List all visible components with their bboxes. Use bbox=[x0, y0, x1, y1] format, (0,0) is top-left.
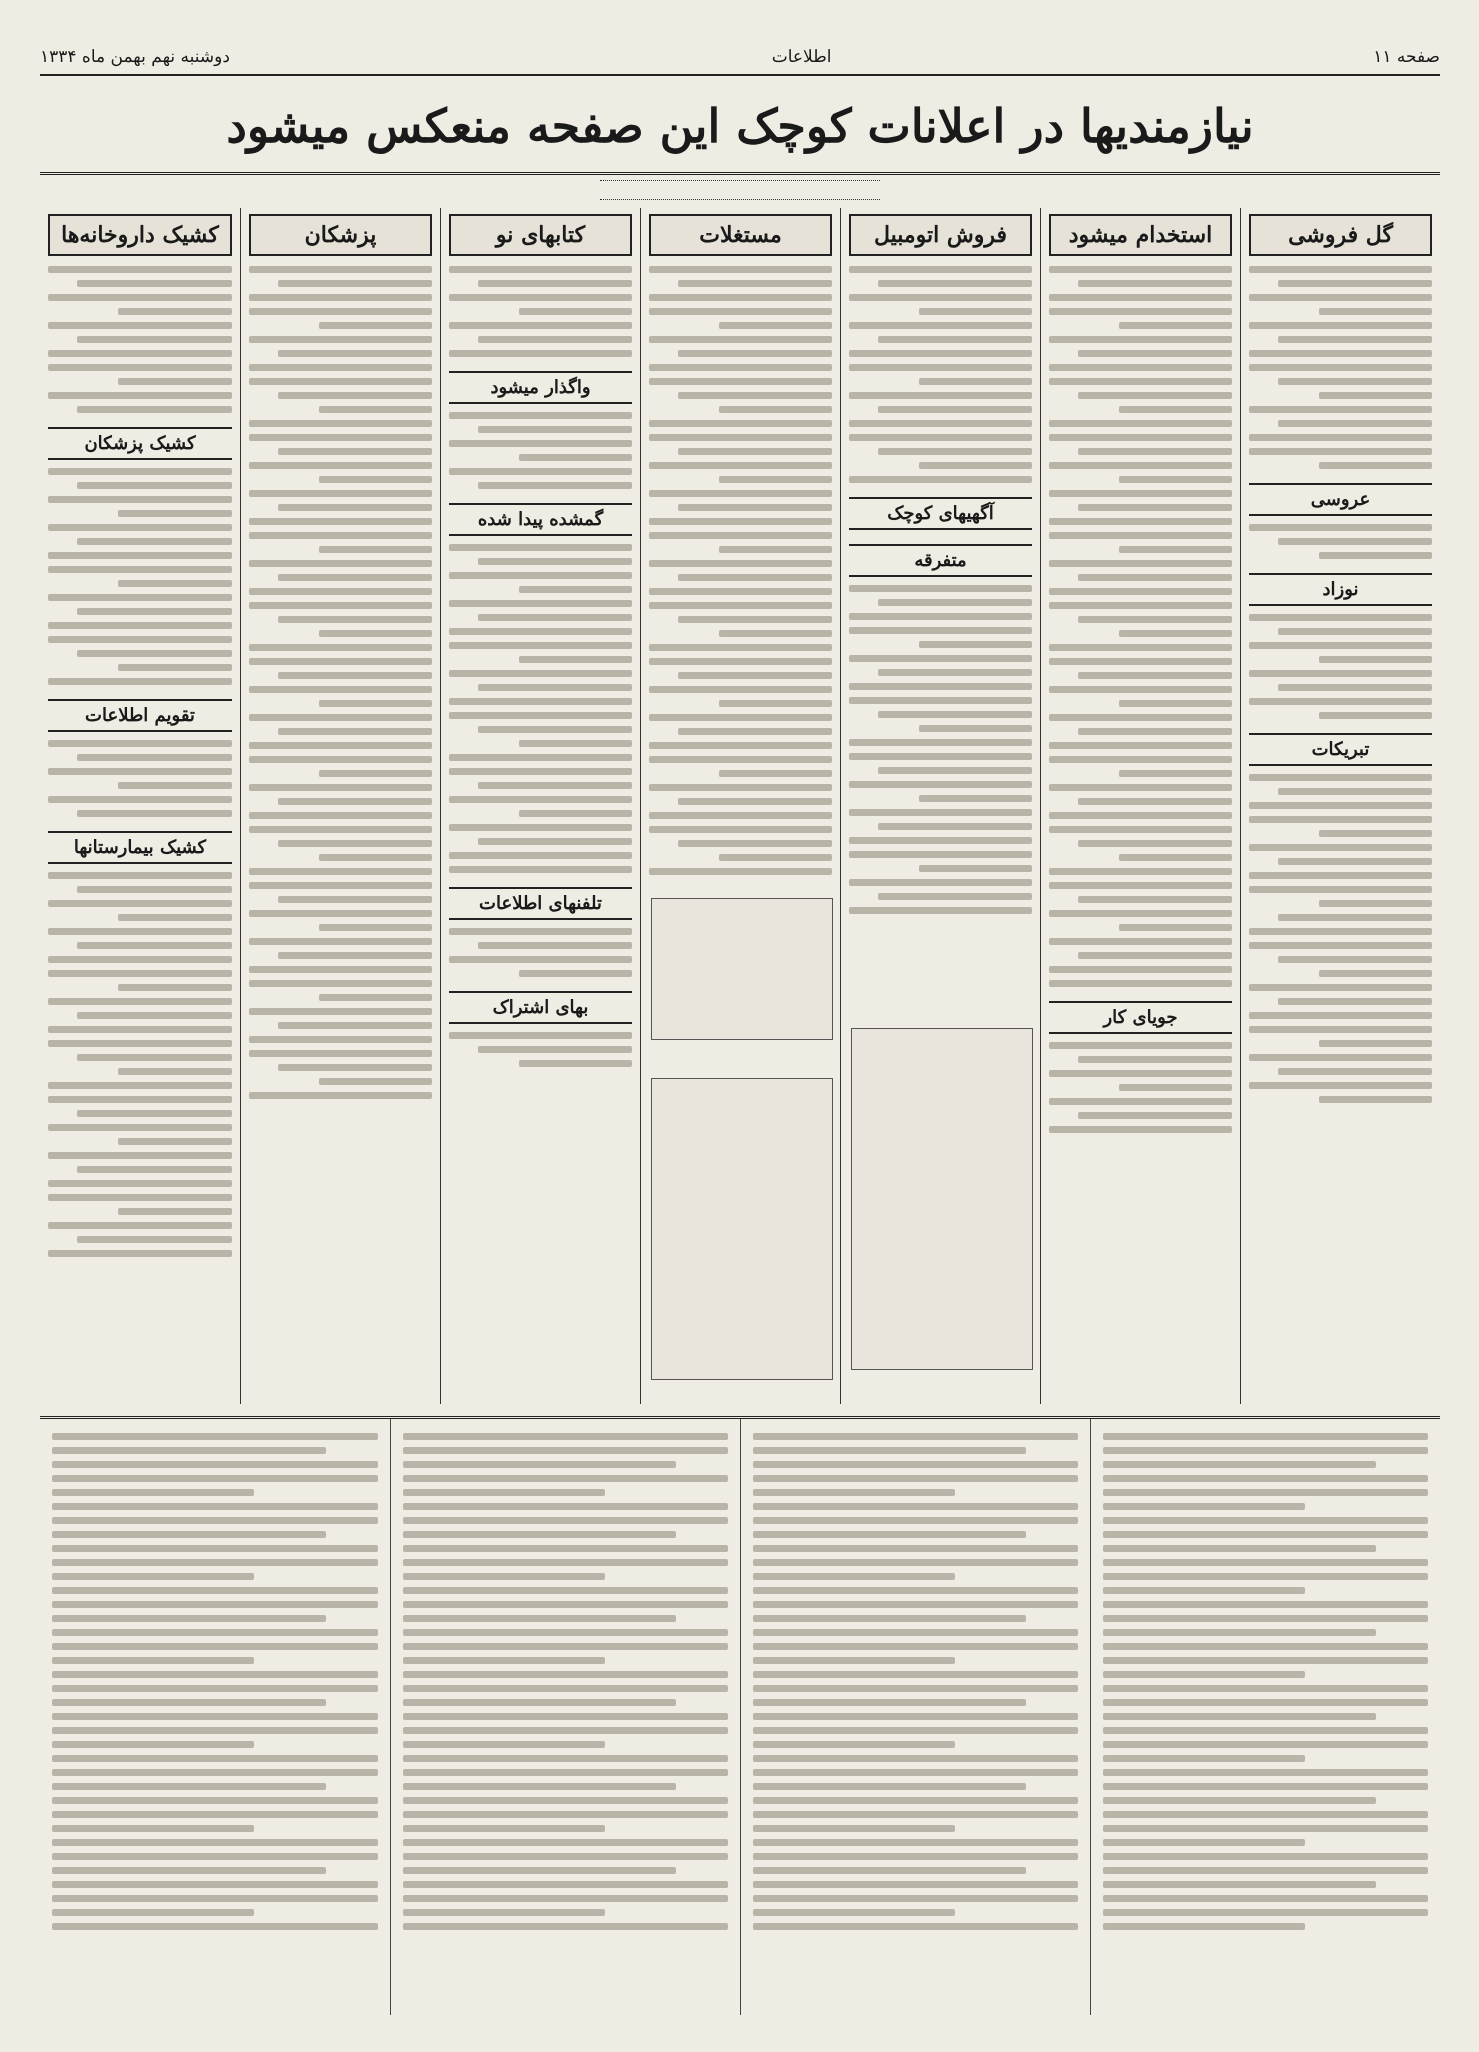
story-column bbox=[40, 1419, 390, 2015]
section-heading: گمشده پیدا شده bbox=[449, 503, 632, 536]
text-block bbox=[1049, 266, 1232, 987]
text-block bbox=[849, 585, 1032, 914]
story-column bbox=[740, 1419, 1090, 2015]
section-heading: واگذار میشود bbox=[449, 371, 632, 404]
illustrated-advertisement bbox=[851, 1028, 1033, 1370]
newspaper-page bbox=[40, 40, 1440, 2020]
text-block bbox=[449, 412, 632, 489]
column-flower-shop bbox=[1240, 208, 1440, 1404]
text-block bbox=[449, 1032, 632, 1067]
page-label: صفحه ۱۱ bbox=[1373, 47, 1440, 67]
column-heading: فروش اتومبیل bbox=[849, 214, 1032, 256]
serial-story bbox=[40, 1416, 1440, 2015]
banner-title: نیازمندیها در اعلانات کوچک این صفحه منعکس میشود bbox=[40, 80, 1440, 175]
text-block bbox=[48, 740, 232, 817]
text-block bbox=[48, 872, 232, 1257]
column-new-books bbox=[440, 208, 640, 1404]
text-block bbox=[249, 266, 432, 1099]
text-block bbox=[649, 266, 832, 875]
newspaper-name: اطلاعات bbox=[771, 47, 832, 67]
text-block bbox=[449, 266, 632, 357]
column-real-estate bbox=[640, 208, 840, 1404]
column-heading: کتابهای نو bbox=[449, 214, 632, 256]
section-heading: تلفنهای اطلاعات bbox=[449, 887, 632, 920]
text-block bbox=[449, 928, 632, 977]
section-heading: عروسی bbox=[1249, 483, 1432, 516]
story-column bbox=[390, 1419, 740, 2015]
classified-columns bbox=[40, 208, 1440, 1404]
text-block bbox=[48, 468, 232, 685]
column-heading: پزشکان bbox=[249, 214, 432, 256]
header-strip bbox=[40, 40, 1440, 76]
column-car-sales bbox=[840, 208, 1040, 1404]
text-block bbox=[1249, 524, 1432, 559]
column-heading: مستغلات bbox=[649, 214, 832, 256]
section-heading: بهای اشتراک bbox=[449, 991, 632, 1024]
text-block bbox=[753, 1433, 1078, 1930]
text-block bbox=[849, 266, 1032, 483]
story-column bbox=[1090, 1419, 1440, 2015]
text-block bbox=[52, 1433, 378, 1930]
section-heading: آگهیهای کوچک bbox=[849, 497, 1032, 530]
column-physicians bbox=[240, 208, 440, 1404]
section-heading: متفرقه bbox=[849, 544, 1032, 577]
display-advertisement bbox=[651, 1078, 833, 1380]
text-block bbox=[1049, 1042, 1232, 1133]
ornament-divider bbox=[600, 180, 880, 200]
section-heading: تبریکات bbox=[1249, 733, 1432, 766]
text-block bbox=[1249, 266, 1432, 469]
column-heading: گل فروشی bbox=[1249, 214, 1432, 256]
section-heading: تقویم اطلاعات bbox=[48, 699, 232, 732]
section-heading: نوزاد bbox=[1249, 573, 1432, 606]
text-block bbox=[1103, 1433, 1428, 1930]
text-block bbox=[48, 266, 232, 413]
text-block bbox=[1249, 774, 1432, 1103]
date-line: دوشنبه نهم بهمن ماه ۱۳۳۴ bbox=[40, 47, 230, 67]
text-block bbox=[1249, 614, 1432, 719]
illustrated-advertisement bbox=[651, 898, 833, 1040]
column-pharmacies-on-duty bbox=[40, 208, 240, 1404]
column-heading: استخدام میشود bbox=[1049, 214, 1232, 256]
column-employment bbox=[1040, 208, 1240, 1404]
section-heading: کشیک پزشکان bbox=[48, 427, 232, 460]
section-heading: کشیک بیمارستانها bbox=[48, 831, 232, 864]
column-heading: کشیک داروخانه‌ها bbox=[48, 214, 232, 256]
text-block bbox=[403, 1433, 728, 1930]
section-heading: جویای کار bbox=[1049, 1001, 1232, 1034]
text-block bbox=[449, 544, 632, 873]
